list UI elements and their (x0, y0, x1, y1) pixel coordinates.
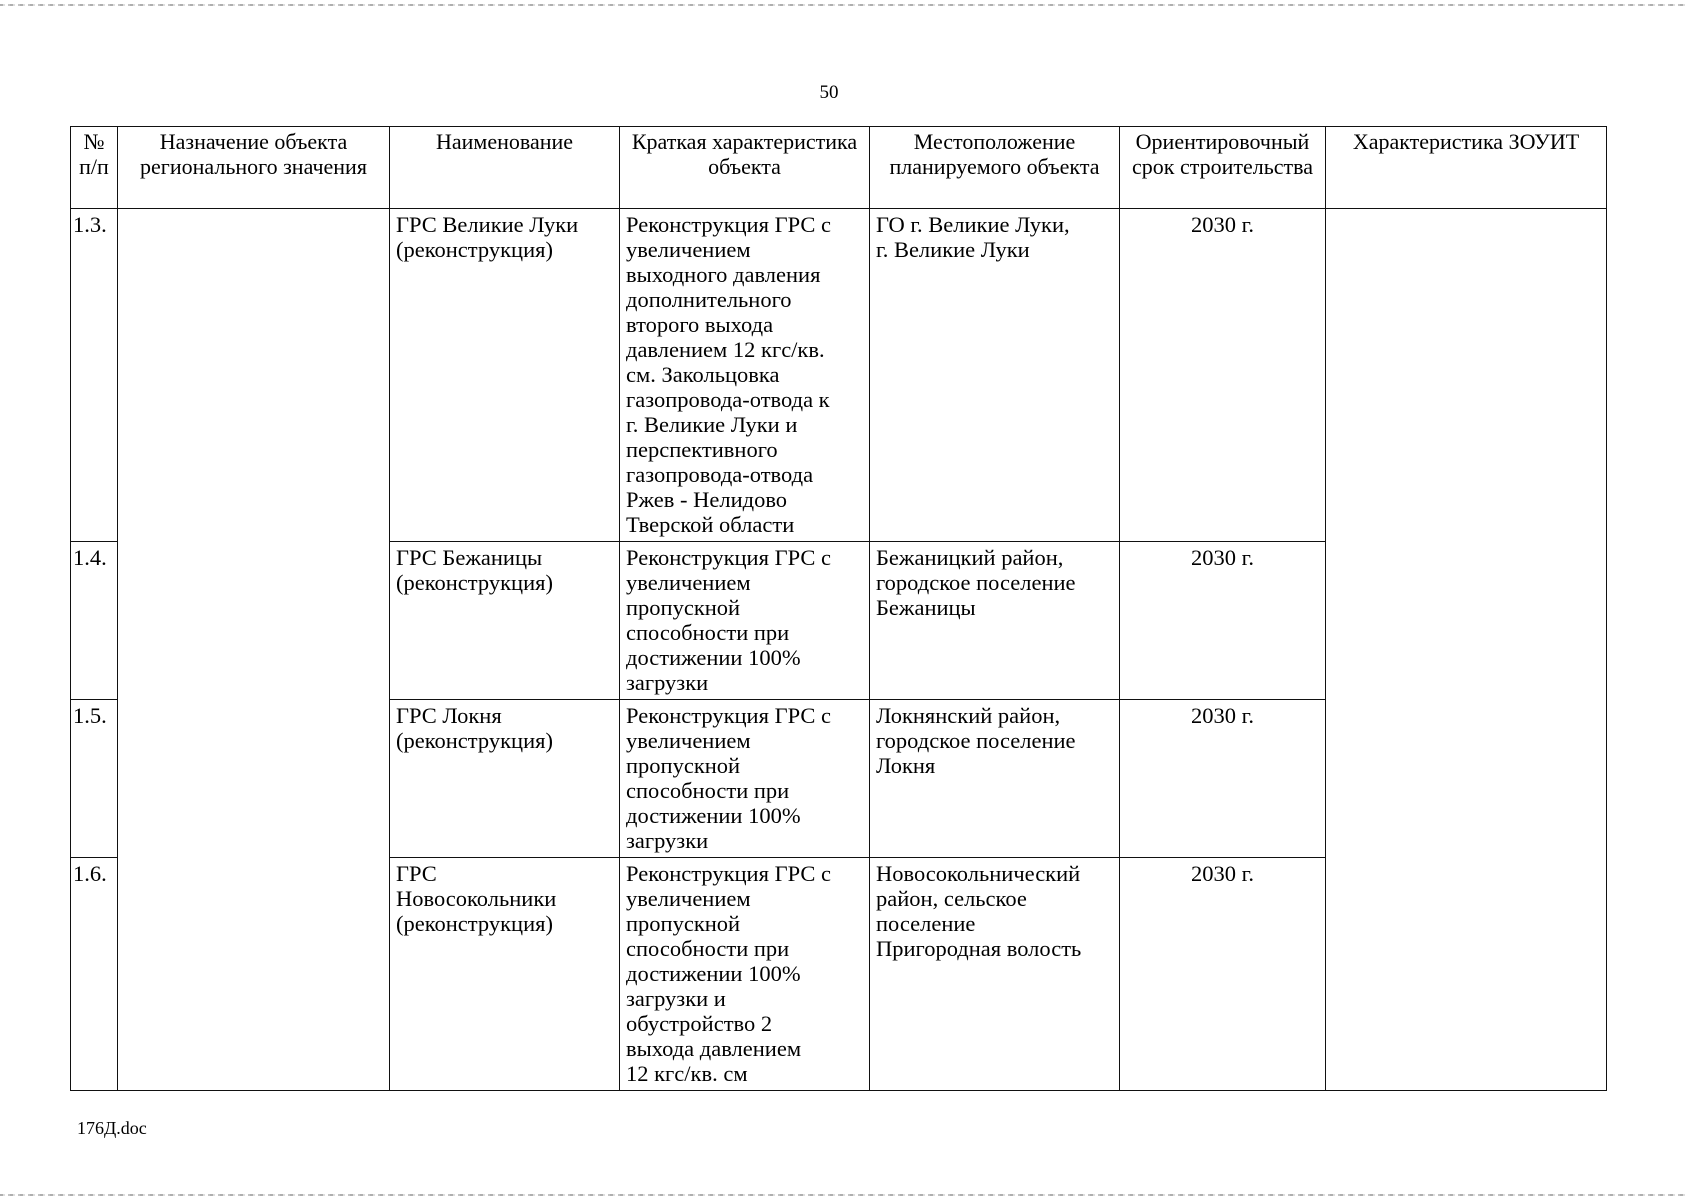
scan-edge-top (0, 4, 1686, 6)
row-number: 1.5. (71, 700, 118, 858)
header-purpose: Назначение объекта регионального значения (118, 127, 390, 209)
construction-term: 2030 г. (1120, 700, 1326, 858)
object-name: ГРС Бежаницы (реконструкция) (390, 542, 620, 700)
object-location: Новосокольнический район, сельское поселение Пригородная волость (870, 858, 1120, 1091)
object-description: Реконструкция ГРС с увеличением пропускной способности при достижении 100% загрузки (620, 542, 870, 700)
row-number: 1.4. (71, 542, 118, 700)
table-header-row (71, 127, 1607, 209)
object-name: ГРС Локня (реконструкция) (390, 700, 620, 858)
header-number: № п/п (71, 127, 118, 209)
object-name: ГРС Великие Луки (реконструкция) (390, 209, 620, 542)
header-description: Краткая характеристика объекта (620, 127, 870, 209)
footer-file-name: 176Д.doc (77, 1118, 147, 1138)
construction-term: 2030 г. (1120, 542, 1326, 700)
construction-term: 2030 г. (1120, 209, 1326, 542)
construction-term: 2030 г. (1120, 858, 1326, 1091)
header-name: Наименование (390, 127, 620, 209)
object-location: Бежаницкий район, городское поселение Бежаницы (870, 542, 1120, 700)
objects-table (70, 126, 1607, 1091)
header-term: Ориентировочный срок строительства (1120, 127, 1326, 209)
object-location: Локнянский район, городское поселение Локня (870, 700, 1120, 858)
row-number: 1.3. (71, 209, 118, 542)
scan-edge-bottom (0, 1194, 1686, 1196)
page-number: 50 (819, 82, 839, 103)
header-zouit: Характеристика ЗОУИТ (1326, 127, 1607, 209)
object-description: Реконструкция ГРС с увеличением выходного давления дополнительного второго выхода давлением 12 кгс/кв. см. Закольцовка газопровода-отвода к г. Великие Луки и перспективного газопровода-отвода Ржев - Нелидово Тверской области (620, 209, 870, 542)
object-description: Реконструкция ГРС с увеличением пропускной способности при достижении 100% загрузки (620, 700, 870, 858)
object-location: ГО г. Великие Луки, г. Великие Луки (870, 209, 1120, 542)
object-description: Реконструкция ГРС с увеличением пропускной способности при достижении 100% загрузки и обустройство 2 выхода давлением 12 кгс/кв. см (620, 858, 870, 1091)
header-location: Местоположение планируемого объекта (870, 127, 1120, 209)
row-number: 1.6. (71, 858, 118, 1091)
purpose-cell (118, 209, 390, 1091)
table-row (71, 209, 1607, 542)
zouit-cell (1326, 209, 1607, 1091)
object-name: ГРС Новосокольники (реконструкция) (390, 858, 620, 1091)
